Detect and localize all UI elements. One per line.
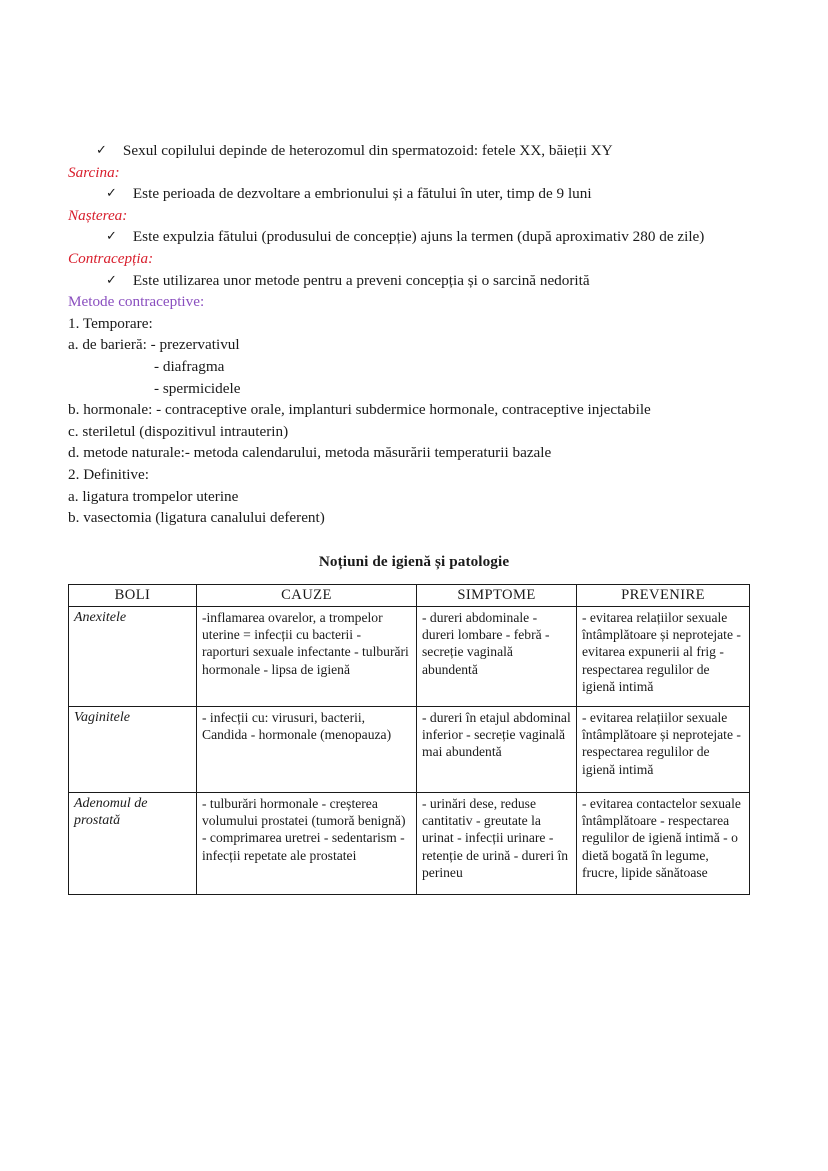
bullet-item <box>96 140 760 162</box>
bullet-text: Este perioada de dezvoltare a embrionului și a fătului în uter, timp de 9 luni <box>132 185 592 203</box>
methods-line-6: c. steriletul (dispozitivul intrauterin) <box>68 422 289 440</box>
methods-line-2: a. de barieră: - prezervativul <box>68 336 240 354</box>
checkmark-icon: ✓ <box>96 143 107 158</box>
column-header-simptome: SIMPTOME <box>417 584 577 606</box>
column-header-boli: BOLI <box>69 584 197 606</box>
table-row <box>69 706 750 792</box>
methods-line-7: d. metode naturale:- metoda calendarului, metoda măsurării temperaturii bazale <box>68 444 552 462</box>
methods-line-9: a. ligatura trompelor uterine <box>68 487 239 505</box>
cell-disease: Adenomul de prostată <box>69 792 197 894</box>
checkmark-icon: ✓ <box>106 186 117 202</box>
methods-line-10: b. vasectomia (ligatura canalului deferent) <box>68 509 325 527</box>
methods-line-8: 2. Definitive: <box>68 465 149 483</box>
section-heading-contraceptia: Contracepția: <box>68 249 154 267</box>
bullet-item <box>106 226 760 248</box>
bullet-text: Este expulzia fătului (produsului de concepție) ajuns la termen (după aproximativ 280 de zile) <box>132 228 705 246</box>
bullet-text: Sexul copilului depinde de heterozomul din spermatozoid: fetele XX, băieții XY <box>122 142 613 159</box>
checkmark-icon: ✓ <box>106 229 117 245</box>
cell-symptoms: - urinări dese, reduse cantitativ - greutate la urinat - infecții urinare - retenție de urină - dureri în perineu <box>417 792 577 894</box>
cell-prevention: - evitarea relațiilor sexuale întâmplătoare și neprotejate - respectarea regulilor de igienă intimă <box>577 706 750 792</box>
pathology-table <box>68 584 750 895</box>
bullet-item <box>106 270 760 292</box>
cell-prevention: - evitarea contactelor sexuale întâmplătoare - respectarea regulilor de igienă intimă - o dietă bogată în legume, frucre, lipide sănătoase <box>577 792 750 894</box>
methods-line-1: 1. Temporare: <box>68 314 153 332</box>
cell-symptoms: - dureri abdominale - dureri lombare - febră - secreție vaginală abundentă <box>417 606 577 706</box>
table-title: Noțiuni de igienă și patologie <box>318 552 510 570</box>
methods-line-5: b. hormonale: - contraceptive orale, implanturi subdermice hormonale, contraceptive injectabile <box>68 401 651 419</box>
cell-disease: Anexitele <box>69 606 197 706</box>
cell-prevention: - evitarea relațiilor sexuale întâmplătoare și neprotejate - evitarea expunerii al frig - respectarea regulilor de igienă intimă <box>577 606 750 706</box>
bullet-item <box>106 183 760 205</box>
methods-line-4: - spermicidele <box>154 379 241 397</box>
table-row <box>69 792 750 894</box>
column-header-cauze: CAUZE <box>197 584 417 606</box>
checkmark-icon: ✓ <box>106 272 117 288</box>
table-header-row <box>69 584 750 606</box>
cell-causes: - infecții cu: virusuri, bacterii, Candida - hormonale (menopauza) <box>197 706 417 792</box>
column-header-prevenire: PREVENIRE <box>577 584 750 606</box>
cell-causes: - tulburări hormonale - creșterea volumului prostatei (tumoră benignă) - comprimarea uretrei - sedentarism - infecții repetate ale prostatei <box>197 792 417 894</box>
section-heading-nasterea: Nașterea: <box>68 206 128 224</box>
table-row <box>69 606 750 706</box>
cell-causes: -inflamarea ovarelor, a trompelor uterine = infecții cu bacterii - raporturi sexuale infectante - tulburări hormonale - lipsa de igienă <box>197 606 417 706</box>
bullet-text: Este utilizarea unor metode pentru a preveni concepția și o sarcină nedorită <box>132 271 590 289</box>
methods-heading: Metode contraceptive: <box>68 293 205 311</box>
cell-disease: Vaginitele <box>69 706 197 792</box>
document-content <box>68 140 760 895</box>
cell-symptoms: - dureri în etajul abdominal inferior - secreție vaginală mai abundentă <box>417 706 577 792</box>
methods-line-3: - diafragma <box>154 357 225 375</box>
section-heading-sarcina: Sarcina: <box>68 163 120 181</box>
